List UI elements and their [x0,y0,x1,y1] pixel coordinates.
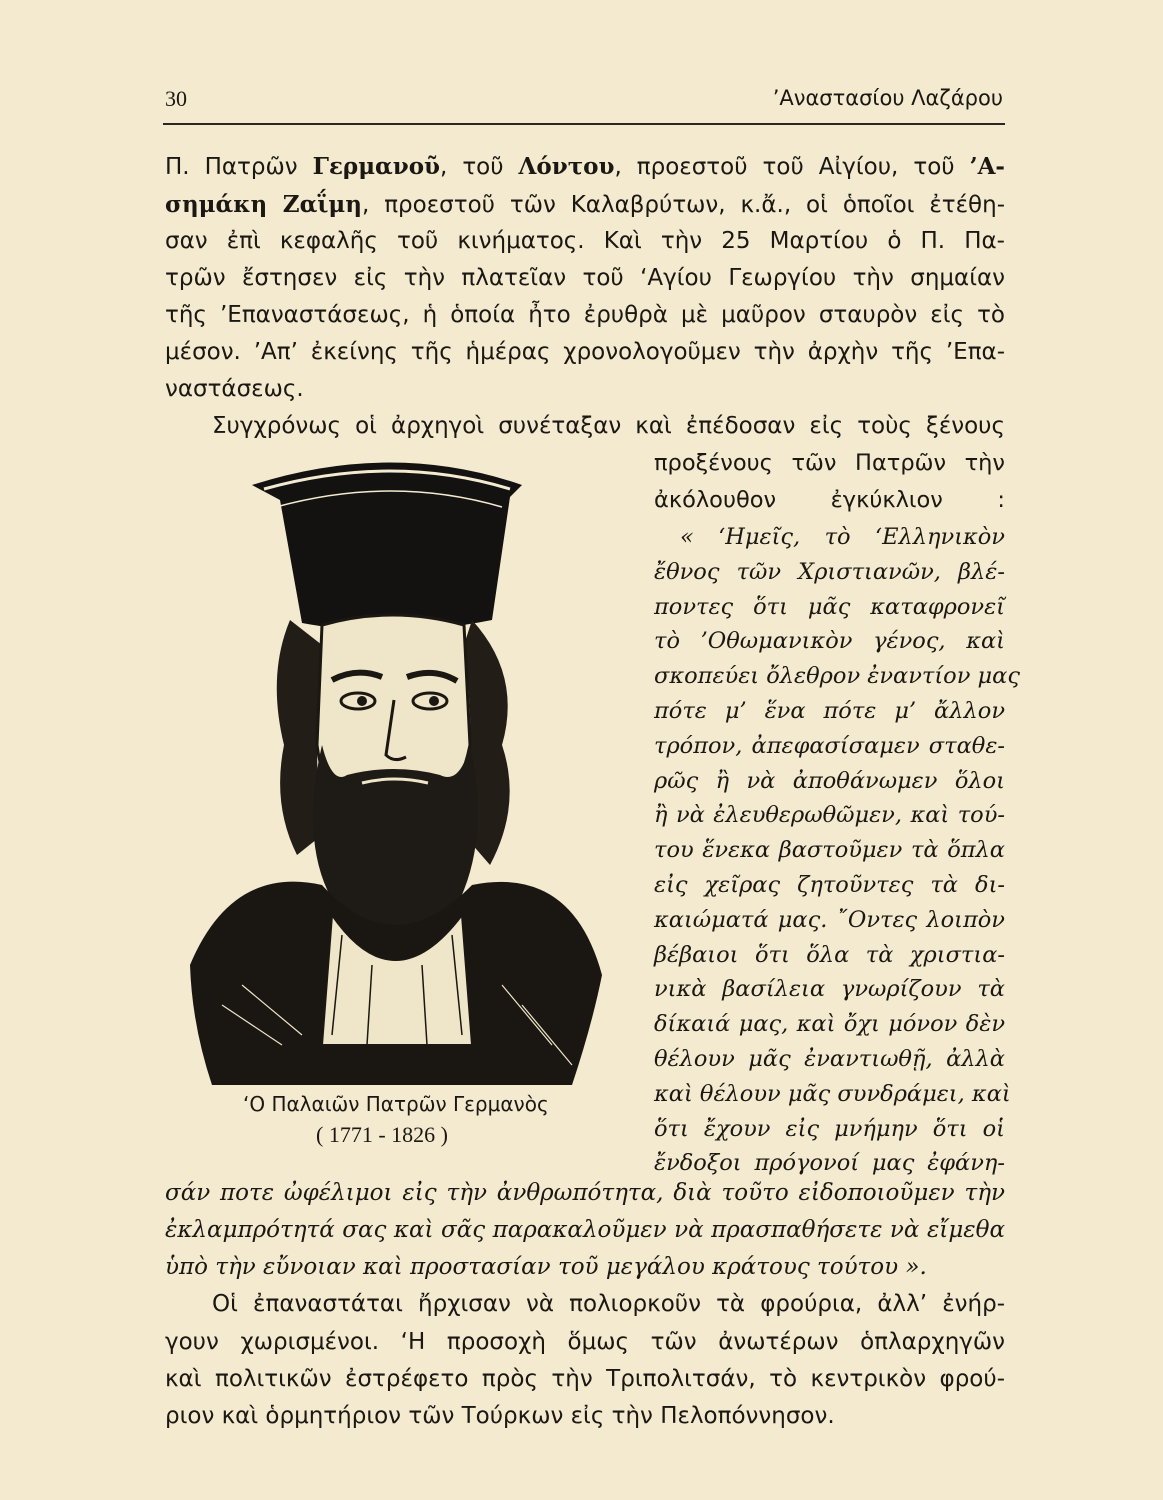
quote-line: ἔθνος τῶν Χριστιανῶν, βλέ- [654,558,1005,585]
quote-line: πότε μ’ ἕνα πότε μ’ ἄλλον [654,698,1005,724]
running-title: ’Αναστασίου Λαζάρου [772,86,1003,110]
text-line: σάν ποτε ὠφέλιμοι εἰς τὴν ἀνθρωπότητα, διὰ τοῦτο εἰδοποιοῦμεν τὴν [165,1180,1005,1206]
quote-line: εἰς χεῖρας ζητοῦντες τὰ δι- [654,872,1005,898]
quote-line: σκοπεύει ὄλεθρον ἐναντίον μας [654,663,1020,690]
text-line: ἀκόλουθον ἐγκύκλιον : [654,487,1005,513]
quote-line: ἢ νὰ ἐλευθερωθῶμεν, καὶ τού- [654,802,1005,829]
text-line: ναστάσεως. [165,376,304,402]
text-line: ἐκλαμπρότητά σας καὶ σᾶς παρακαλοῦμεν νὰ πρασπαθήσετε νὰ εἴμεθα [165,1217,1005,1243]
portrait-caption: ‘Ο Παλαιῶν Πατρῶν Γερμανὸς [243,1092,549,1116]
text-line: Οἱ ἐπαναστάται ἤρχισαν νὰ πολιορκοῦν τὰ φρούρια, ἀλλ’ ἐνήρ- [212,1291,1005,1317]
quote-line: θέλουν μᾶς ἐναντιωθῇ, ἀλλὰ [654,1046,1005,1072]
quote-line: τρόπον, ἀπεφασίσαμεν σταθε- [654,732,1005,759]
text-line: σαν ἐπὶ κεφαλῆς τοῦ κινήματος. Καὶ τὴν 25 Μαρτίου ὁ Π. Πα- [165,228,1005,254]
quote-line: ποντες ὅτι μᾶς καταφρονεῖ [654,593,1005,620]
portrait-years: ( 1771 - 1826 ) [316,1122,448,1147]
header-rule [163,123,1005,125]
quote-line: δίκαιά μας, καὶ ὄχι μόνον δὲν [654,1011,1005,1038]
text-line: σημάκη Ζαΐμη, προεστοῦ τῶν Καλαβρύτων, κ.ἄ., οἱ ὁποῖοι ἐτέθη- [165,191,1006,218]
quote-line: ἔνδοξοι πρόγονοί μας ἐφάνη- [654,1150,1005,1177]
page-number: 30 [165,86,187,111]
quote-line: καὶ θέλουν μᾶς συνδράμει, καὶ [654,1080,1011,1107]
text-line: Συγχρόνως οἱ ἀρχηγοὶ συνέταξαν καὶ ἐπέδοσαν εἰς τοὺς ξένους [212,413,1005,439]
text-line: τῆς ’Επαναστάσεως, ἡ ὁποία ἦτο ἐρυθρὰ μὲ μαῦρον σταυρὸν εἰς τὸ [165,302,1005,328]
text-line: μέσον. ’Απ’ ἐκείνης τῆς ἡμέρας χρονολογοῦμεν τὴν ἀρχὴν τῆς ’Επα- [165,339,1005,365]
quote-line: νικὰ βασίλεια γνωρίζουν τὰ [654,976,1005,1003]
text-line: τρῶν ἔστησεν εἰς τὴν πλατεῖαν τοῦ ‘Αγίου Γεωργίου τὴν σημαίαν [165,265,1005,291]
text-line: καὶ πολιτικῶν ἐστρέφετο πρὸς τὴν Τριπολιτσάν, τὸ κεντρικὸν φρού- [165,1366,1005,1392]
text-line: προξένους τῶν Πατρῶν τὴν [654,450,1005,476]
quote-line: ὅτι ἔχουν εἰς μνήμην ὅτι οἱ [654,1115,1005,1142]
portrait-engraving [172,445,612,1085]
text-line: γουν χωρισμένοι. ‘Η προσοχὴ ὅμως τῶν ἀνωτέρων ὁπλαρχηγῶν [165,1329,1005,1355]
quote-line: τὸ ’Οθωμανικὸν γένος, καὶ [654,628,1005,655]
text-line: ὑπὸ τὴν εὔνοιαν καὶ προστασίαν τοῦ μεγάλου κράτους τούτου ». [165,1254,927,1280]
quote-line: καιώματά μας. ῎Οντες λοιπὸν [654,906,1005,933]
quote-line: ρῶς ἢ νὰ ἀποθάνωμεν ὅλοι [654,767,1005,794]
quote-line: του ἕνεκα βαστοῦμεν τὰ ὅπλα [654,837,1005,864]
quote-line: « ‘Ημεῖς, τὸ ‘Ελληνικὸν [680,524,1005,550]
quote-line: βέβαιοι ὅτι ὅλα τὰ χριστια- [654,941,1005,968]
text-line: Π. Πατρῶν Γερμανοῦ, τοῦ Λόντου, προεστοῦ τοῦ Αἰγίου, τοῦ ’Α- [165,153,1005,180]
text-line: ριον καὶ ὁρμητήριον τῶν Τούρκων εἰς τὴν Πελοπόννησον. [165,1403,835,1429]
